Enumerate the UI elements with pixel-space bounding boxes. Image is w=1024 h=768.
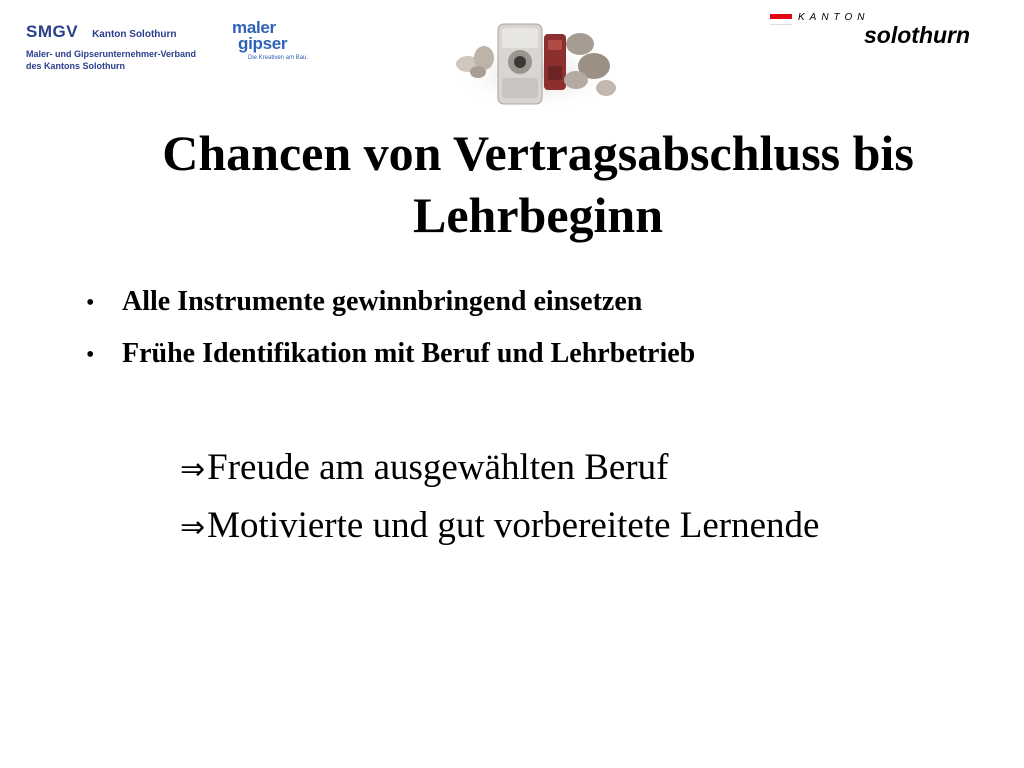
bullet-list — [86, 286, 695, 390]
smgv-abbr: SMGV — [26, 22, 79, 41]
slide-title — [60, 122, 1016, 246]
gipser-word: gipser — [238, 34, 288, 53]
bullet-text: Alle Instrumente gewinnbringend einsetzen — [122, 286, 643, 317]
bullet-item — [86, 338, 695, 390]
smgv-logo — [26, 22, 196, 72]
implication-item — [180, 504, 819, 562]
bullet-item — [86, 286, 695, 338]
implication-item — [180, 446, 819, 504]
slide-title-line-1: Chancen von Vertragsabschluss bis — [162, 125, 914, 181]
implies-arrow-icon: ⇒ — [180, 510, 206, 545]
smgv-line-2: des Kantons Solothurn — [26, 61, 125, 71]
plaster-dowel-image — [448, 14, 620, 110]
slide-title-line-2: Lehrbeginn — [412, 187, 664, 243]
solothurn-label: solothurn — [864, 22, 971, 48]
kanton-label: KANTON — [798, 12, 870, 23]
smgv-line-1: Maler- und Gipserunternehmer-Verband — [26, 49, 197, 59]
maler-gipser-logo — [232, 20, 308, 61]
bullet-icon: • — [86, 290, 95, 316]
implication-text: Motivierte und gut vorbereitete Lernende — [207, 505, 820, 546]
implies-arrow-icon: ⇒ — [180, 452, 206, 487]
solothurn-flag-icon — [770, 14, 792, 24]
bullet-icon: • — [86, 342, 95, 368]
smgv-kanton: Kanton Solothurn — [92, 29, 177, 40]
implication-text: Freude am ausgewählten Beruf — [207, 447, 669, 488]
maler-gipser-tagline: Die Kreativen am Bau. — [248, 55, 309, 61]
implication-list — [180, 446, 819, 562]
maler-word: maler — [232, 18, 276, 37]
bullet-text: Frühe Identifikation mit Beruf und Lehrbetrieb — [122, 338, 696, 369]
